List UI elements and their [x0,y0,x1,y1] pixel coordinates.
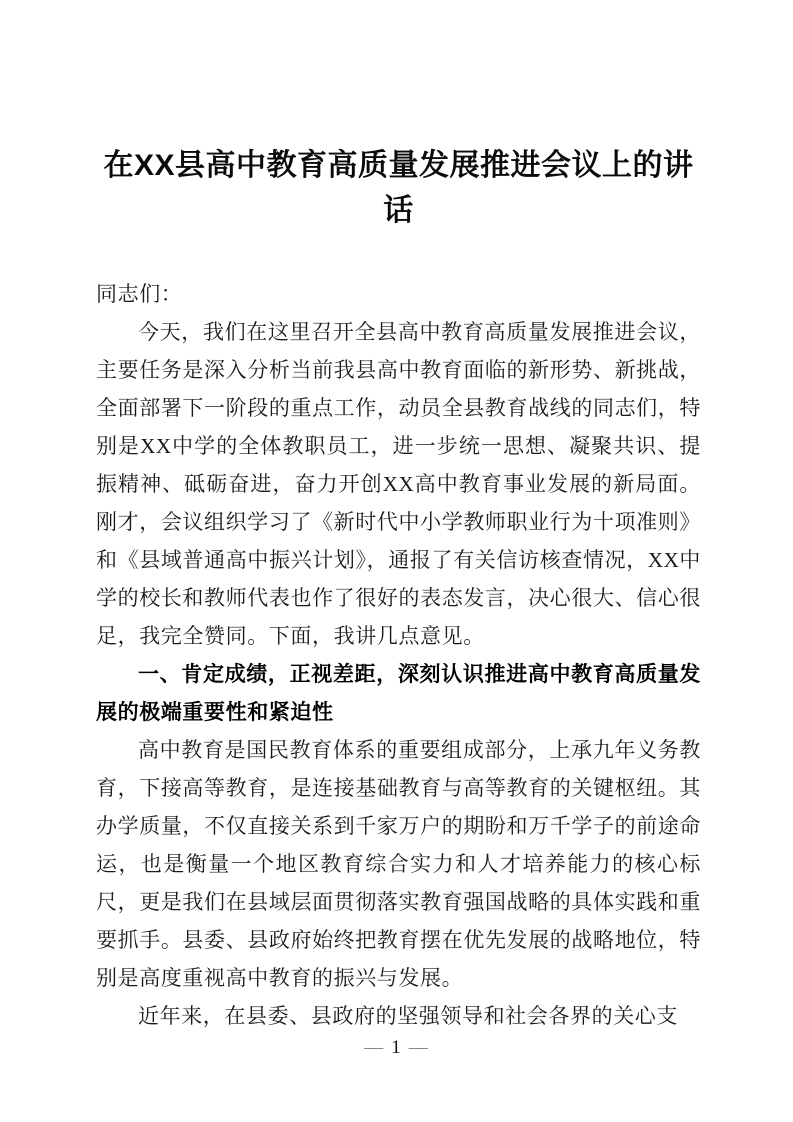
footer-dash-right: — [408,1037,429,1058]
document-content [96,0,701,1035]
page-title-line-1: 在XX县高中教育高质量发展推进会议上 [103,149,633,182]
paragraph-section-1-body-1: 高中教育是国民教育体系的重要组成部分，上承九年义务教育，下接高等教育，是连接基础教育与高等教育的关键枢纽。其办学质量，不仅直接关系到千家万户的期盼和万千学子的前途命运，也是衡量一个地区教育综合实力和人才培养能力的核心标尺，更是我们在县域层面贯彻落实教育强国战略的具体实践和重要抓手。县委、县政府始终把教育摆在优先发展的战略地位，特别是高度重视高中教育的振兴与发展。 [96,738,701,990]
page-title-line-2: 的讲话 [383,149,694,227]
section-heading-1: 一、肯定成绩，正视差距，深刻认识推进高中教育高质量发展的极端重要性和紧迫性 [96,662,701,724]
paragraph-intro: 今天，我们在这里召开全县高中教育高质量发展推进会议，主要任务是深入分析当前我县高中教育面临的新形势、新挑战，全面部署下一阶段的重点工作，动员全县教育战线的同志们，特别是XX中学的全体教职员工，进一步统一思想、凝聚共识、提振精神、砥砺奋进，奋力开创XX高中教育事业发展的新局面。刚才，会议组织学习了《新时代中小学教师职业行为十项准则》和《县域普通高中振兴计划》，通报了有关信访核查情况，XX中学的校长和教师代表也作了很好的表态发言，决心很大、信心很足，我完全赞同。下面，我讲几点意见。 [96,320,701,648]
page-footer [0,1036,793,1060]
salutation: 同志们： [96,282,183,306]
footer-dash-left: — [364,1037,385,1058]
paragraph-section-1-body-2: 近年来，在县委、县政府的坚强领导和社会各界的关心支 [138,1004,678,1028]
page-number: 1 [391,1037,402,1058]
page-title [96,0,701,233]
